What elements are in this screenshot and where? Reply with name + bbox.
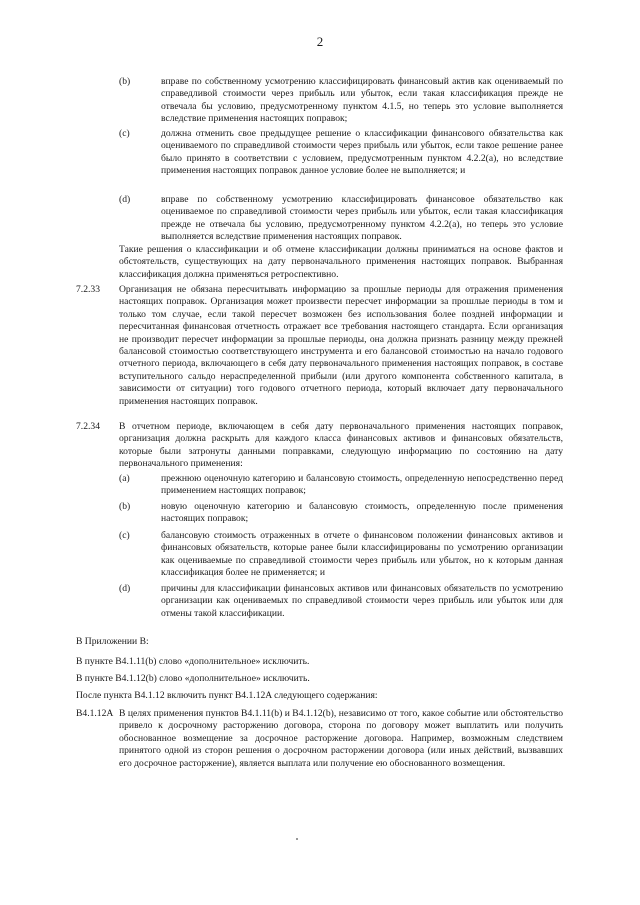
paragraph-number-7-2-34: 7.2.34 — [76, 421, 100, 432]
paragraph-number-b4-1-12a: B4.1.12A — [76, 708, 114, 719]
list-item-b-top: вправе по собственному усмотрению классифицировать финансовый актив как оцениваемый по справедливой стоимости через прибыль или убыток, если такая классификация прежде не отвечала бы условию, предусмотренному пунктом 4.1.5, но теперь это условие выполняется вследствие применения настоящих поправок; — [161, 76, 563, 125]
list-item-c: балансовую стоимость отраженных в отчете о финансовом положении финансовых активов и финансовых обязательств, которые ранее были классифицированы по усмотрению организации как оцениваемые по справедливой стоимости через прибыль или убыток, но к которым данная классификация более не применяется; и — [161, 530, 563, 579]
list-label-b-top: (b) — [119, 76, 131, 87]
paragraph-number-7-2-33: 7.2.33 — [76, 284, 100, 295]
list-label-c-top: (c) — [119, 128, 130, 139]
paragraph-b4-1-12a-text: В целях применения пунктов B4.1.11(b) и B4.1.12(b), независимо от того, какое событие или обстоятельство привело к досрочному расторжению договора, сторона по договору может выплатить или получить обоснованное возмещение за досрочное расторжение договора. Например, возможным следствием принятого одной из сторон решения о досрочном расторжении договора (или иных действий, вызвавших его досрочное расторжение), является выплата или получение ею обоснованного возмещения. — [119, 708, 563, 769]
list-item-b: новую оценочную категорию и балансовую стоимость, определенную после применения настоящих поправок; — [161, 501, 563, 525]
list-label-a: (a) — [119, 473, 130, 484]
list-item-c-top: должна отменить свое предыдущее решение о классификации финансового обязательства как оцениваемого по справедливой стоимости через прибыль или убыток, если такое решение ранее было принято в соответствии с условием, предусмотренным пунктом 4.2.2(a), но вследствие применения настоящих поправок данное условие более не выполняется; и — [161, 128, 563, 177]
appendix-line-3: После пункта B4.1.12 включить пункт B4.1.12A следующего содержания: — [76, 690, 378, 701]
appendix-heading: В Приложении B: — [76, 636, 149, 647]
classification-closing-paragraph: Такие решения о классификации и об отмене классификации должны приниматься на основе фактов и обстоятельств, существующих на дату первоначального применения настоящих поправок. Выбранная классификация должна применяться ретроспективно. — [119, 244, 563, 280]
paragraph-7-2-34-intro: В отчетном периоде, включающем в себя дату первоначального применения настоящих поправок, организация должна раскрыть для каждого класса финансовых активов и финансовых обязательств, которые были затронуты данными поправками, следующую информацию по состоянию на дату первоначального применения: — [119, 421, 563, 470]
page-number: 2 — [316, 34, 324, 49]
list-item-a: прежнюю оценочную категорию и балансовую стоимость, определенную непосредственно перед применением настоящих поправок; — [161, 473, 563, 497]
list-item-d-top: вправе по собственному усмотрению классифицировать финансовое обязательство как оцениваемое по справедливой стоимости через прибыль или убыток, если такая классификация прежде не отвечала бы условию, предусмотренному пунктом 4.2.2(a), но теперь это условие выполняется вследствие применения настоящих поправок. — [161, 194, 563, 243]
list-label-b: (b) — [119, 501, 131, 512]
scan-speck — [296, 838, 298, 840]
list-label-c: (c) — [119, 530, 130, 541]
list-label-d: (d) — [119, 583, 131, 594]
list-label-d-top: (d) — [119, 194, 131, 205]
appendix-line-2: В пункте B4.1.12(b) слово «дополнительное» исключить. — [76, 673, 310, 684]
appendix-line-1: В пункте B4.1.11(b) слово «дополнительное» исключить. — [76, 656, 310, 667]
list-item-d: причины для классификации финансовых активов или финансовых обязательств по усмотрению организации как оцениваемых по справедливой стоимости через прибыль или убыток или для отмены такой классификации. — [161, 583, 563, 619]
paragraph-7-2-33-text: Организация не обязана пересчитывать информацию за прошлые периоды для отражения применения настоящих поправок. Организация может произвести пересчет информации за прошлые периоды в том и только том случае, если такой пересчет возможен без использования более поздней информации и пересчитанная финансовая отчетность отражает все требования настоящего стандарта. Если организация не производит пересчет информации за прошлые периоды, она должна признать разницу между прежней балансовой стоимостью соответствующего инструмента и его балансовой стоимостью на начало годового отчетного периода, включающего в себя дату первоначального применения настоящих поправок, в составе вступительного сальдо нераспределенной прибыли (или другого компонента собственного капитала, в зависимости от ситуации) того годового отчетного периода, который включает дату первоначального применения настоящих поправок. — [119, 284, 563, 407]
